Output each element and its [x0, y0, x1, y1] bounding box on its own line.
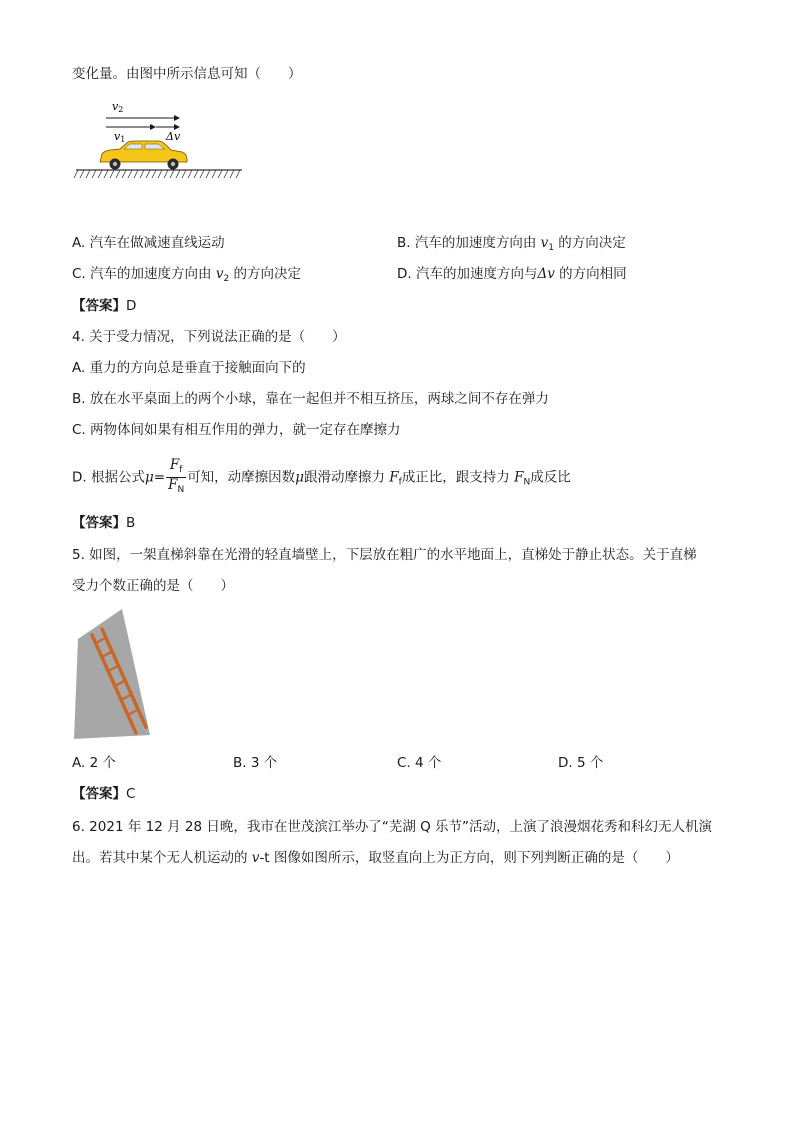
q4-option-a: A. 重力的方向总是垂直于接触面向下的 [72, 360, 306, 376]
q3-option-c: C. 汽车的加速度方向由 $v_2$ 的方向决定 [72, 266, 301, 284]
v2-label: v2 [112, 100, 124, 114]
q5-option-a: A. 2 个 [72, 755, 116, 771]
q5-answer: 【答案】C [72, 786, 136, 802]
v1-label: v1 [114, 130, 126, 144]
q3-stem-tail: 变化量。由图中所示信息可知（ ） [72, 66, 302, 82]
q5-option-d: D. 5 个 [558, 755, 604, 771]
q5-option-c: C. 4 个 [397, 755, 442, 771]
car-velocity-figure [70, 98, 250, 188]
q5-stem-line1: 5. 如图，一架直梯斜靠在光滑的轻直墙壁上，下层放在粗广的水平地面上，直梯处于静止状态。关于直梯 [72, 547, 697, 563]
delta-v-label: Δv [166, 130, 181, 143]
q3-answer: 【答案】D [72, 298, 137, 314]
q5-option-b: B. 3 个 [233, 755, 278, 771]
q3-option-a: A. 汽车在做减速直线运动 [72, 235, 225, 251]
wall-shape [74, 609, 150, 739]
friction-formula-fraction: $\frac{F_f}{F_N}$ [168, 457, 185, 495]
q4-option-d: D. 根据公式μ= $\frac{F_f}{F_N}$ 可知，动摩擦因数μ跟滑动摩擦力 $F_f$成正比，跟支持力 $F_N$成反比 [72, 457, 571, 495]
q4-stem: 4. 关于受力情况，下列说法正确的是（ ） [72, 329, 346, 345]
q4-option-c: C. 两物体间如果有相互作用的弹力，就一定存在摩擦力 [72, 422, 401, 438]
q3-option-b: B. 汽车的加速度方向由 $v_1$ 的方向决定 [397, 235, 626, 253]
q6-stem-line2: 出。若其中某个无人机运动的 v-t 图像如图所示，取竖直向上为正方向，则下列判断正确的是（ ） [72, 850, 679, 866]
ground-hatching [74, 170, 240, 178]
ladder-wall-figure [70, 605, 160, 745]
q3-option-d: D. 汽车的加速度方向与Δv 的方向相同 [397, 266, 627, 282]
q6-stem-line1: 6. 2021 年 12 月 28 日晚，我市在世茂滨江举办了“芜湖 Q 乐节”活动，上演了浪漫烟花秀和科幻无人机演 [72, 819, 713, 835]
car-icon [100, 141, 187, 170]
q4-option-b: B. 放在水平桌面上的两个小球，靠在一起但并不相互挤压，两球之间不存在弹力 [72, 391, 549, 407]
q5-stem-line2: 受力个数正确的是（ ） [72, 578, 234, 594]
q4-answer: 【答案】B [72, 515, 136, 531]
